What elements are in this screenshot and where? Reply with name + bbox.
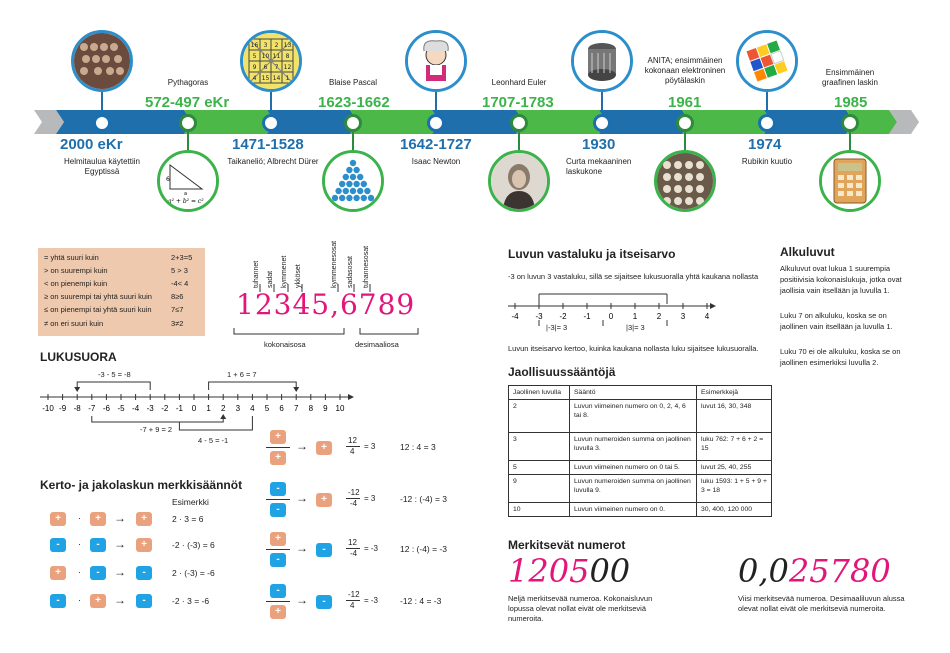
minus-sign-icon: - (50, 594, 66, 608)
multiply-dot: · (78, 567, 81, 577)
timeline-caption: Pythagoras (167, 78, 209, 87)
section-title-lukusuora: LUKUSUORA (40, 350, 117, 364)
vastaluku-tick-label: -3 (535, 312, 543, 321)
rubiks-cube-icon (736, 30, 798, 92)
fraction-result: = 3 (364, 442, 376, 451)
timeline-year: 1642-1727 (400, 136, 472, 153)
number-line-tick-label: -7 (88, 404, 96, 413)
plus-sign-icon: + (270, 451, 286, 465)
number-line-example: 4 - 5 = -1 (198, 436, 229, 445)
alkuluvut-paragraph: Luku 7 on alkuluku, koska se on jaollinen vain itsellään ja luvulla 1. (780, 311, 893, 331)
euler-portrait-icon (488, 150, 550, 212)
non-significant-digits: 00 (589, 552, 631, 590)
fraction-numerator: -12 (348, 590, 360, 599)
magic-square-cell: 12 (283, 64, 292, 71)
magic-square-cell: 10 (261, 53, 270, 60)
pascal-bubble (346, 195, 352, 201)
timeline-caption: Taikaneliö; Albrecht Dürer (227, 157, 319, 166)
triangle-icon (157, 150, 219, 212)
fraction-denominator: 4 (350, 601, 355, 610)
pascal-bubble (353, 181, 359, 187)
pascal-bubble (346, 167, 352, 173)
sign-rule-example: -2 · 3 = -6 (172, 596, 210, 606)
number-line-arrowhead (220, 414, 226, 419)
number-line-example: -3 - 5 = -8 (98, 370, 131, 379)
plus-sign-icon: + (316, 493, 332, 507)
number-line-arrow (77, 382, 150, 390)
plus-sign-icon: + (50, 512, 66, 526)
timeline-caption: Helmitaulua käytettiin Egyptissä (63, 157, 141, 176)
timeline-year: 1961 (668, 94, 702, 111)
significant-digits: 25780 (788, 552, 891, 590)
magic-square-cell: 11 (272, 53, 281, 60)
place-value-label: kymmenet (281, 255, 288, 288)
pascal-bubble (339, 195, 345, 201)
fraction-bar (266, 601, 290, 602)
fraction-numerator: 12 (348, 538, 357, 547)
fraction-bar (266, 549, 290, 550)
number-line-tick-label: 2 (220, 404, 226, 413)
pascal-bubble (357, 174, 363, 180)
place-value-label: ykköset (295, 264, 302, 288)
sign-rule-example: 12 : 4 = 3 (400, 442, 436, 452)
number-line-tick-label: -2 (161, 404, 169, 413)
pascal-bubble (339, 181, 345, 187)
timeline-caption: Ensimmäinen graafinen laskin (821, 68, 879, 87)
absolute-value-example: |-3|= 3 (546, 323, 568, 332)
plus-sign-icon: + (136, 512, 152, 526)
arrow-icon: → (296, 593, 308, 607)
pascal-bubble (332, 195, 338, 201)
timeline-caption: Curta mekaaninen laskukone (566, 157, 632, 176)
number-line-tick-label: 4 (250, 404, 255, 413)
number-line-tick-label: -6 (102, 404, 110, 413)
vastaluku-tick-label: -2 (559, 312, 567, 321)
fraction-result: = 3 (364, 494, 376, 503)
minus-sign-icon: - (50, 538, 66, 552)
vastaluku-tick-label: 4 (704, 312, 710, 321)
place-value-label: tuhannesosat (363, 245, 370, 288)
fraction-result: = -3 (364, 544, 379, 553)
timeline-year: 1985 (834, 94, 868, 111)
plus-sign-icon: + (270, 532, 286, 546)
arrow-icon: → (114, 565, 126, 579)
calculator-keys-icon (654, 150, 716, 212)
fraction-denominator: 4 (350, 447, 355, 456)
symbol-row: ≤ on pienempi tai yhtä suuri kuin 7≤7 (44, 305, 184, 314)
pascal-bubble (346, 181, 352, 187)
magic-square-cell: 3 (263, 42, 268, 49)
table-row: 5 Luvun viimeinen numero on 0 tai 5. luvut 25, 40, 255 (509, 461, 772, 475)
number-line-tick-label: -1 (175, 404, 183, 413)
timeline-caption: Rubikin kuutio (741, 157, 793, 166)
plus-sign-icon: + (270, 605, 286, 619)
magic-square-cell: 6 (263, 64, 268, 71)
number-line-tick-label: -4 (132, 404, 140, 413)
arrow-icon: → (296, 491, 308, 505)
timeline-caption: Isaac Newton (411, 157, 461, 166)
table-row: 9 Luvun numeroiden summa on jaollinen luvulla 9. luku 1593: 1 + 5 + 9 + 3 = 18 (509, 475, 772, 503)
symbol-table (38, 248, 205, 336)
vastaluku-tick-label: 3 (680, 312, 686, 321)
number-line-example: 1 + 6 = 7 (227, 370, 257, 379)
plus-sign-icon: + (136, 538, 152, 552)
vastaluku-text: Luvun itseisarvo kertoo, kuinka kaukana nollasta luku sijaitsee lukusuoralla. (508, 344, 759, 353)
svg-text:6: 6 (166, 176, 170, 183)
fraction-result: = -3 (364, 596, 379, 605)
timeline-year: 2000 eKr (60, 136, 123, 153)
svg-text:a: a (184, 191, 188, 197)
magic-square-cell: 14 (272, 75, 281, 82)
fraction-numerator: -12 (348, 488, 360, 497)
section-title-merkitsevat: Merkitsevät numerot (508, 538, 626, 552)
timeline-connectors (0, 0, 950, 240)
number-line-tick-label: 3 (235, 404, 241, 413)
significant-explanation: Viisi merkitsevää numeroa. Desimaaliluvun alussa olevat nollat eivät ole merkitseviä numeroita. (738, 594, 905, 613)
divisibility-table (508, 385, 772, 517)
significant-number-example (738, 552, 891, 590)
number-line-arrow (179, 416, 252, 430)
number-line-tick-label: 7 (293, 404, 299, 413)
decimal-part-label: desimaaliosa (355, 340, 399, 349)
pascal-bubble (364, 188, 370, 194)
fraction-denominator: -4 (350, 549, 358, 558)
plus-sign-icon: + (90, 512, 106, 526)
pascal-bubble (353, 167, 359, 173)
pascal-bubble (353, 195, 359, 201)
magic-square-cell: 8 (285, 53, 290, 60)
pascal-bubble (350, 174, 356, 180)
minus-sign-icon: - (270, 503, 286, 517)
magic-square-cell: 7 (274, 64, 279, 71)
vastaluku-tick-label: 1 (632, 312, 638, 321)
section-title-jaollisuus: Jaollisuussääntöjä (508, 365, 616, 379)
multiply-dot: · (78, 595, 81, 605)
pascal-bubble (343, 174, 349, 180)
significant-explanation: Neljä merkitsevää numeroa. Kokonaisluvun lopussa olevat nollat eivät ole merkitseviä numeroita. (508, 594, 653, 623)
number-line (36, 362, 356, 452)
symbol-row: > on suurempi kuin 5 > 3 (44, 266, 188, 275)
curta-icon (571, 30, 633, 92)
plus-sign-icon: + (270, 430, 286, 444)
number-line-tick-label: -3 (146, 404, 154, 413)
vastaluku-tick-label: -1 (583, 312, 591, 321)
symbol-row: < on pienempi kuin -4< 4 (44, 279, 189, 288)
timeline-year: 1623-1662 (318, 94, 390, 111)
pascal-bubble (350, 160, 356, 166)
timeline-year: 1930 (582, 136, 616, 153)
number-line-tick-label: -8 (73, 404, 81, 413)
example-header: Esimerkki (172, 497, 209, 507)
timeline-year: 1974 (748, 136, 782, 153)
number-line-tick-label: 1 (206, 404, 211, 413)
non-significant-digits: 0,0 (738, 552, 789, 590)
pascal-bubble (357, 188, 363, 194)
arrow-icon: → (114, 593, 126, 607)
fraction-bar (266, 447, 290, 448)
magic-square-cell: 13 (283, 42, 292, 49)
symbol-row: ≥ on suurempi tai yhtä suuri kuin 8≥6 (44, 292, 184, 301)
vastaluku-tick-label: 2 (656, 312, 662, 321)
minus-sign-icon: - (136, 594, 152, 608)
number-line-tick-label: 10 (335, 404, 345, 413)
minus-sign-icon: - (136, 566, 152, 580)
minus-sign-icon: - (270, 553, 286, 567)
timeline-year: 1471-1528 (232, 136, 304, 153)
timeline-year: 572-497 eKr (145, 94, 230, 111)
symbol-row: ≠ on eri suuri kuin 3≠2 (44, 319, 184, 328)
number-line-tick-label: -9 (59, 404, 67, 413)
pascal-bubble (361, 181, 367, 187)
alkuluvut-paragraph: Luku 70 ei ole alkuluku, koska se on jaollinen esimerkiksi luvulla 2. (780, 347, 901, 367)
vastaluku-text: -3 on luvun 3 vastaluku, sillä se sijaitsee lukusuoralla yhtä kaukana nollasta (508, 272, 759, 281)
vastaluku-tick-label: -4 (511, 312, 519, 321)
symbol-row: = yhtä suuri kuin 2+3=5 (44, 253, 193, 262)
magic-square-cell: 15 (261, 75, 270, 82)
plus-sign-icon: + (50, 566, 66, 580)
sign-rule-example: 2 · (-3) = -6 (172, 568, 215, 578)
arrow-icon: → (296, 439, 308, 453)
plus-sign-icon: + (316, 441, 332, 455)
graphing-calculator-icon (819, 150, 881, 212)
fraction-numerator: 12 (348, 436, 357, 445)
sign-rule-example: -2 · (-3) = 6 (172, 540, 215, 550)
timeline-caption: Blaise Pascal (328, 78, 378, 87)
place-value-number: 12345,6789 (236, 288, 416, 321)
magic-square-cell: 16 (250, 42, 259, 49)
number-line-arrow (92, 416, 223, 422)
minus-sign-icon: - (316, 543, 332, 557)
number-line-tick-label: 0 (191, 404, 197, 413)
arrow-icon: → (296, 541, 308, 555)
minus-sign-icon: - (270, 482, 286, 496)
number-line-arrowhead (293, 387, 299, 392)
place-value-label: tuhannet (253, 260, 260, 288)
vastaluku-number-line (506, 286, 726, 336)
alkuluvut-paragraph: Alkuluvut ovat lukua 1 suurempia positiivisia kokonaislukuja, jotka ovat jaollisia vain itsellään ja luvulla 1. (780, 264, 902, 295)
section-title-sign-rules: Kerto- ja jakolaskun merkkisäännöt (40, 478, 243, 492)
section-title-alkuluvut: Alkuluvut (780, 245, 835, 259)
sign-rule-example: 12 : (-4) = -3 (400, 544, 448, 554)
fraction-denominator: -4 (350, 499, 358, 508)
pascal-bubble (361, 195, 367, 201)
fraction-bar (266, 499, 290, 500)
table-row: 2 Luvun viimeinen numero on 0, 2, 4, 6 tai 8. luvut 16, 30, 348 (509, 400, 772, 433)
number-line-example: -7 + 9 = 2 (140, 425, 173, 434)
table-row: 10 Luvun viimeinen numero on 0. 30, 400, 120 000 (509, 503, 772, 517)
absolute-value-example: |3|= 3 (626, 323, 645, 332)
significant-digits: 1205 (508, 552, 590, 590)
place-value-label: sadat (267, 270, 274, 288)
place-value-label: kymmenesosat (331, 240, 338, 288)
place-value-label: sadasosat (347, 256, 354, 288)
timeline-year: 1707-1783 (482, 94, 554, 111)
table-header-row: Jaollinen luvulla Sääntö Esimerkkejä (509, 386, 772, 400)
minus-sign-icon: - (316, 595, 332, 609)
place-value-brackets (232, 326, 422, 340)
minus-sign-icon: - (90, 538, 106, 552)
section-title-vastaluku: Luvun vastaluku ja itseisarvo (508, 247, 676, 261)
integer-part-label: kokonaisosa (264, 340, 306, 349)
pascal-triangle-icon (322, 150, 384, 212)
magic-square-cell: 4 (252, 75, 257, 82)
sign-rule-example: -12 : 4 = -3 (400, 596, 442, 606)
number-line-tick-label: -10 (42, 404, 54, 413)
abacus-icon (71, 30, 133, 92)
plus-sign-icon: + (90, 594, 106, 608)
number-line-tick-label: 6 (279, 404, 284, 413)
number-line-tick-label: 8 (308, 404, 314, 413)
arrow-icon: → (114, 537, 126, 551)
timeline-caption: Leonhard Euler (491, 78, 547, 87)
magic-square-cell: 9 (252, 64, 257, 71)
multiply-dot: · (78, 539, 81, 549)
timeline-caption: ANITA; ensimmäinen kokonaan elektroninen pöytälaskin (644, 56, 726, 85)
number-line-tick-label: 5 (264, 404, 270, 413)
sign-rule-example: -12 : (-4) = 3 (400, 494, 448, 504)
magic-square-icon (240, 30, 302, 92)
newton-icon (405, 30, 467, 92)
vastaluku-tick-label: 0 (608, 312, 614, 321)
arrow-icon: → (114, 511, 126, 525)
minus-sign-icon: - (90, 566, 106, 580)
pascal-bubble (335, 188, 341, 194)
multiply-dot: · (78, 513, 81, 523)
svg-text:a² + b² = c²: a² + b² = c² (168, 198, 204, 205)
magic-square-cell: 2 (274, 42, 279, 49)
magic-square-cell: 1 (285, 75, 290, 82)
number-line-arrowhead (74, 387, 80, 392)
pascal-bubble (350, 188, 356, 194)
sign-rule-example: 2 · 3 = 6 (172, 514, 204, 524)
pascal-bubble (343, 188, 349, 194)
pascal-bubble (368, 195, 374, 201)
number-line-tick-label: 9 (323, 404, 328, 413)
table-row: 3 Luvun numeroiden summa on jaollinen luvulla 3. luku 762: 7 + 6 + 2 = 15 (509, 433, 772, 461)
number-line-arrow (209, 382, 297, 390)
number-line-tick-label: -5 (117, 404, 125, 413)
significant-number-example (508, 552, 630, 590)
minus-sign-icon: - (270, 584, 286, 598)
magic-square-cell: 5 (252, 53, 257, 60)
